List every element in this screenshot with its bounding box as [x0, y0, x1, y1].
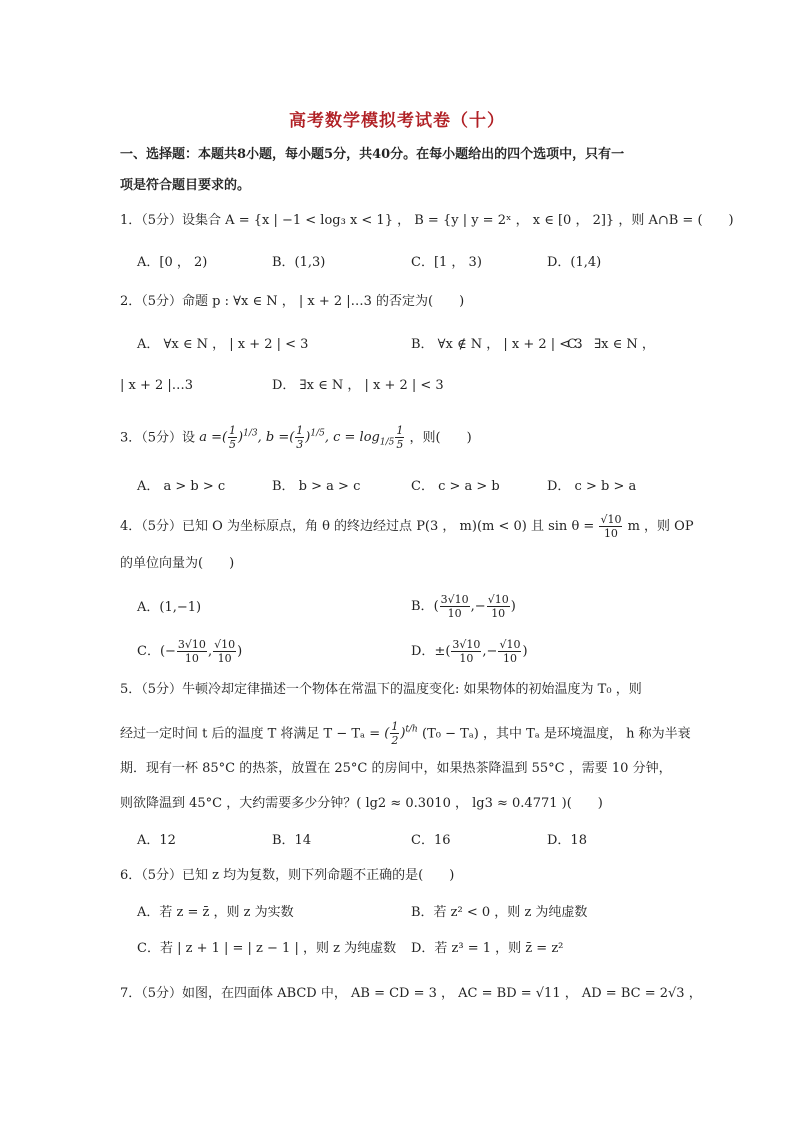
question-1-option-c: C．[1 ， 3)	[411, 255, 482, 270]
question-4-prefix: 4．（5分）已知 O 为坐标原点，角 θ 的终边经过点 P(3 ， m)(m < 0) 且 sin θ =	[120, 519, 595, 534]
section-heading-line2: 项是符合题目要求的。	[120, 178, 251, 193]
question-3-option-b: B． b > a > c	[272, 479, 361, 494]
question-5-line1: 5．（5分）牛顿冷却定律描述一个物体在常温下的温度变化: 如果物体的初始温度为 T₀ ，则	[120, 682, 642, 697]
question-7-stem: 7．（5分）如图，在四面体 ABCD 中， AB = CD = 3 ， AC = BD = √11 ， AD = BC = 2√3 ，	[120, 986, 702, 1001]
question-3-expression: a =( $\frac{1}{5}$ )$^{1/3}$, b =( $\frac{1}{3}$ )$^{1/5}$, $c = \log_{1/5}$ $\frac{1}{5}$	[199, 424, 404, 452]
question-3-prefix: 3．（5分）设	[120, 430, 196, 446]
question-5-option-a: A．12	[137, 833, 176, 848]
question-1-option-b: B．(1,3)	[272, 255, 326, 270]
question-6-option-c: C．若 | z + 1 | = | z − 1 | ，则 z 为纯虚数	[137, 941, 397, 956]
question-4-option-b: B．( $\frac{3√10}{10}$ ,− $\frac{√10}{10}$ )	[411, 593, 516, 620]
question-1-stem: 1．（5分）设集合 A = {x | −1 < log₃ x < 1} ， B = {y | y = 2ˣ ， x ∈ [0 ， 2]} ，则 A∩B = ( )	[120, 213, 734, 228]
question-2-option-a: A． ∀x ∈ N ， | x + 2 | < 3	[137, 337, 309, 352]
question-4-sin-fraction: $\frac{√10}{10}$	[600, 513, 622, 540]
question-5-line4: 则欲降温到 45°C ，大约需要多少分钟？( lg2 ≈ 0.3010 ， lg3 ≈ 0.4771 )( )	[120, 796, 603, 811]
question-1-option-d: D．(1,4)	[547, 255, 602, 270]
question-5-option-b: B．14	[272, 833, 312, 848]
question-6-option-a: A．若 z = z̄ ，则 z 为实数	[137, 905, 294, 920]
question-5-line2: 经过一定时间 t 后的温度 T 将满足 T − Tₐ = ( $\frac{1}{2}$ )$^{t/h}$ (T₀ − Tₐ) ，其中 Tₐ 是环境温度， h 称为半衰	[120, 720, 691, 748]
exam-title: 高考数学模拟考试卷（十）	[289, 111, 505, 131]
question-4-option-c: C．(− $\frac{3√10}{10}$ , $\frac{√10}{10}$ )	[137, 638, 243, 665]
question-2-stem: 2．（5分）命题 p : ∀x ∈ N ， | x + 2 |…3 的否定为( )	[120, 294, 465, 309]
question-4-suffix: m ，则 OP	[627, 519, 694, 534]
question-3-suffix: ，则( )	[409, 430, 472, 446]
question-2-option-c: C． ∃x ∈ N ，	[567, 337, 655, 352]
question-4-stem-line2: 的单位向量为( )	[120, 556, 235, 571]
question-2-option-c-cont: | x + 2 |…3	[120, 378, 194, 393]
question-3-option-c: C． c > a > b	[411, 479, 500, 494]
question-3-option-d: D． c > b > a	[547, 479, 637, 494]
question-5-line3: 期．现有一杯 85°C 的热茶，放置在 25°C 的房间中，如果热茶降温到 55°C ，需要 10 分钟，	[120, 761, 672, 776]
question-4-option-d: D．±( $\frac{3√10}{10}$ ,− $\frac{√10}{10}$ )	[411, 638, 528, 665]
question-2-option-b: B． ∀x ∉ N ， | x + 2 | < 3	[411, 337, 583, 352]
section-heading-line1: 一、选择题：本题共8小题，每小题5分，共40分。在每小题给出的四个选项中，只有一	[120, 147, 625, 162]
question-5-option-d: D．18	[547, 833, 587, 848]
question-6-option-d: D．若 z³ = 1 ，则 z̄ = z²	[411, 941, 564, 956]
question-6-option-b: B．若 z² < 0 ，则 z 为纯虚数	[411, 905, 588, 920]
question-2-option-d: D． ∃x ∈ N ， | x + 2 | < 3	[272, 378, 444, 393]
question-5-option-c: C．16	[411, 833, 451, 848]
question-1-option-a: A．[0 ， 2)	[137, 255, 208, 270]
question-4-option-a: A．(1,−1)	[137, 600, 202, 615]
question-4-stem-line1	[120, 513, 694, 540]
question-3-stem	[120, 424, 472, 453]
question-6-stem: 6．（5分）已知 z 均为复数，则下列命题不正确的是( )	[120, 868, 455, 883]
question-3-option-a: A． a > b > c	[137, 479, 226, 494]
